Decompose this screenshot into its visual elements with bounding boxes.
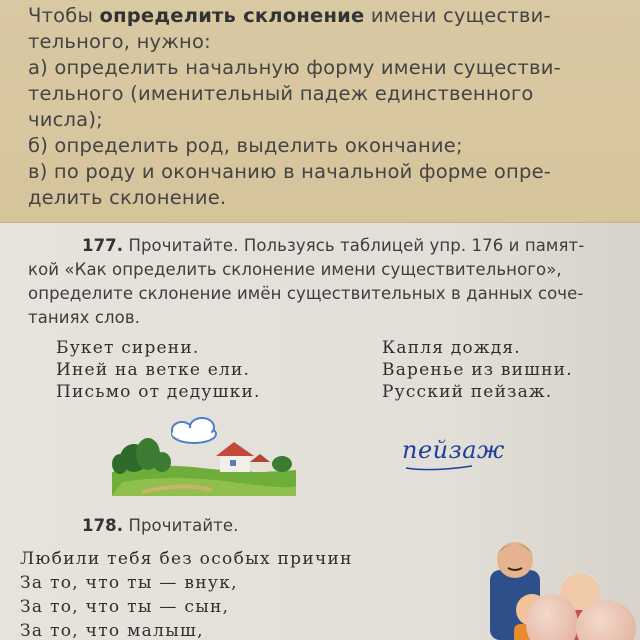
rule-bold-term: определить склонение [99,4,365,27]
rule-line-4: тельного (именительный падеж единственного [28,82,534,105]
landscape-illustration [112,412,296,496]
rule-line-1 [28,4,551,28]
ex177-line-4: таниях слов. [28,308,141,327]
poem-line-1: Любили тебя без особых причин [20,549,353,569]
ex177-line-1 [82,236,584,256]
rule-line-6: б) определить род, выделить окончание; [28,134,463,157]
rule-box [0,0,640,223]
phrase-left-3: Письмо от дедушки. [56,382,261,402]
poem-line-4: За то, что малыш, [20,621,204,640]
phrase-left-1: Букет сирени. [56,338,200,358]
phrase-right-2: Варенье из вишни. [382,360,573,380]
rule-line-7: в) по роду и окончанию в начальной форме опре- [28,160,552,183]
ex177-line-2: кой «Как определить склонение имени существительного», [28,260,562,279]
ex177-line-3: определите склонение имён существительных в данных соче- [28,284,584,303]
rule-line-2: тельного, нужно: [28,30,211,53]
phrase-right-3: Русский пейзаж. [382,382,553,402]
ex177-number: 177. [82,236,124,255]
poem-line-2: За то, что ты — внук, [20,573,238,593]
phrase-right-1: Капля дождя. [382,338,521,358]
trees-icon [112,438,171,474]
ex178-label: Прочитайте. [123,516,239,535]
rule-line-1-post: имени существи- [364,4,551,27]
handwritten-word: пейзаж [402,436,505,464]
rule-line-1-pre: Чтобы [28,4,100,27]
ex178-number: 178. [82,516,124,535]
ex178-heading [82,516,238,536]
rule-line-3: а) определить начальную форму имени существи- [28,56,561,79]
rule-line-8: делить склонение. [28,186,227,209]
underline-mark [402,462,482,474]
poem-line-3: За то, что ты — сын, [20,597,230,617]
ex177-text-1: Прочитайте. Пользуясь таблицей упр. 176 и памят- [123,236,585,255]
rule-line-5: числа); [28,108,103,131]
phrase-left-2: Иней на ветке ели. [56,360,251,380]
cloud-icon [172,418,216,443]
house-icon [216,442,270,472]
